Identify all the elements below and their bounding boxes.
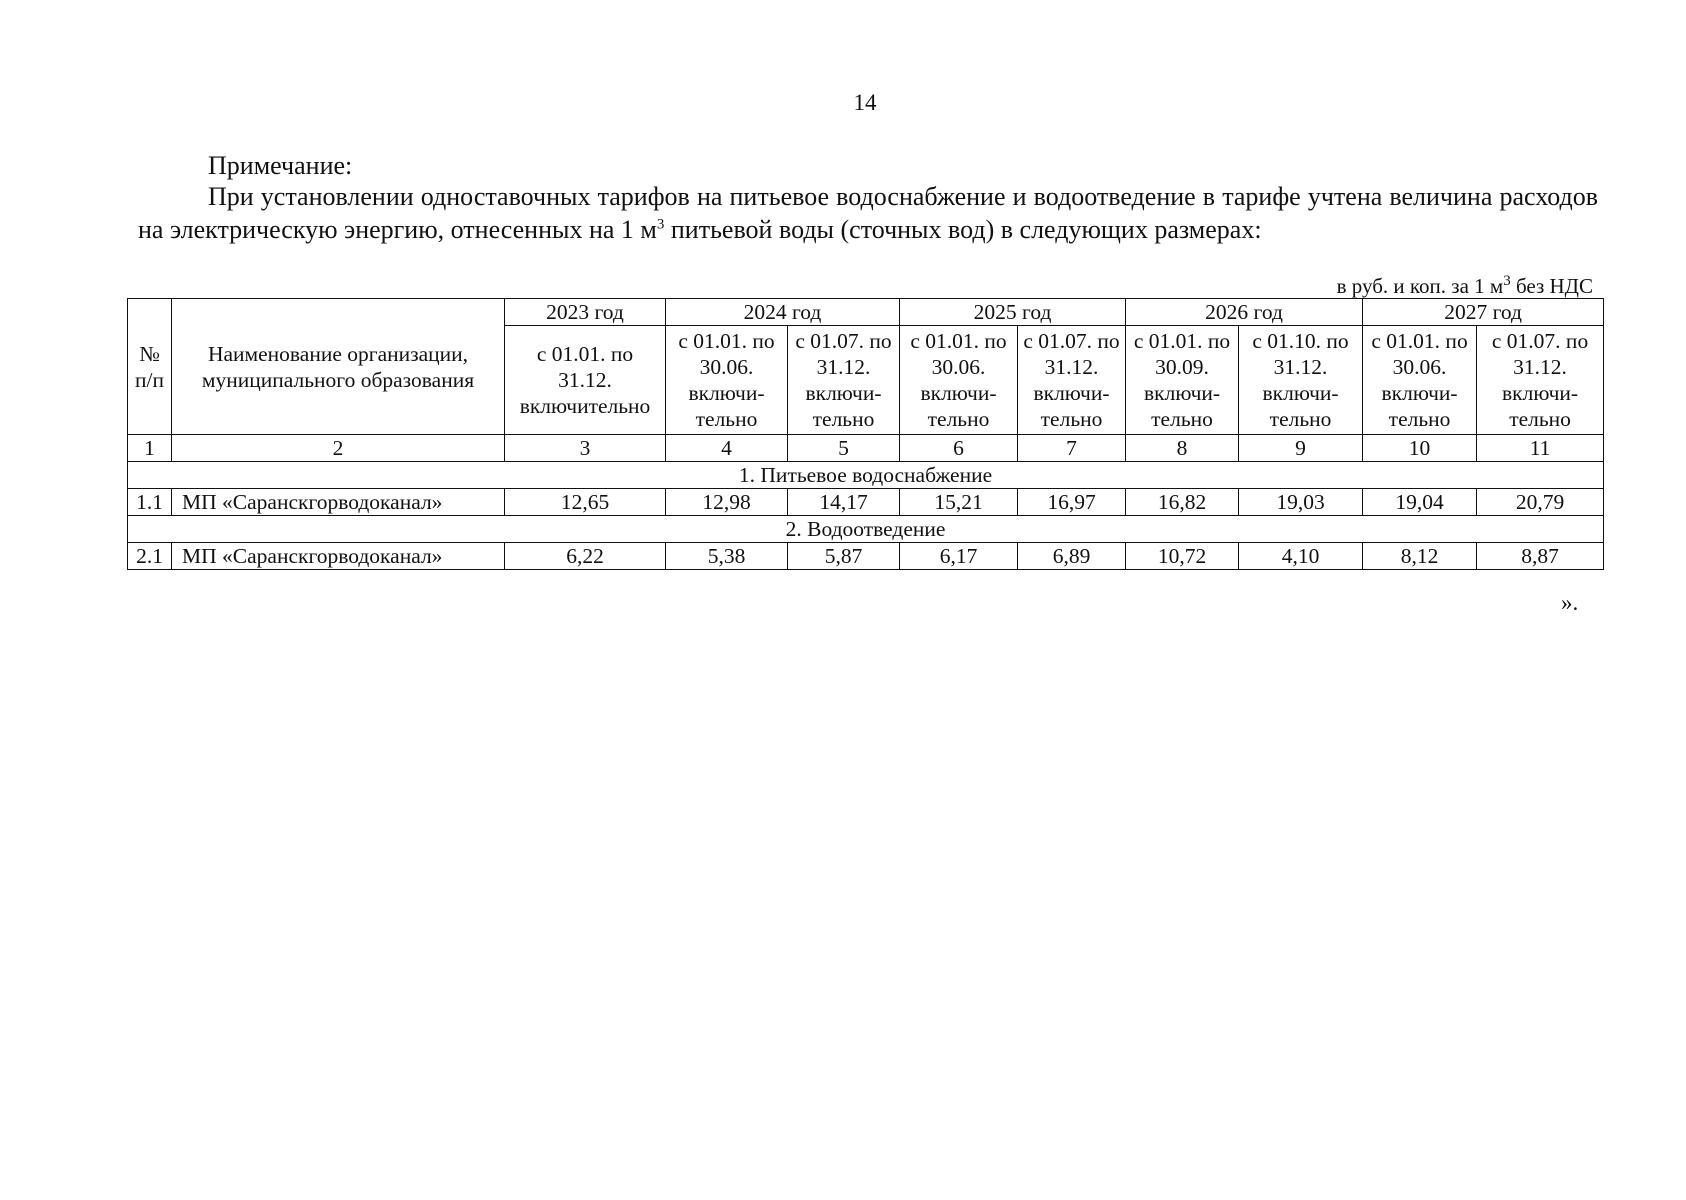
column-number: 11 xyxy=(1477,435,1604,462)
header-period: с 01.01. по 30.06. включи-тельно xyxy=(1363,326,1477,435)
note-title: Примечание: xyxy=(208,151,353,180)
units-text-part-2: без НДС xyxy=(1510,274,1593,298)
header-period: с 01.10. по 31.12. включи-тельно xyxy=(1239,326,1363,435)
tariff-value: 12,65 xyxy=(505,489,666,516)
column-number: 8 xyxy=(1126,435,1239,462)
note-text-part-2: питьевой воды (сточных вод) в следующих размерах: xyxy=(664,215,1262,244)
header-year-2024: 2024 год xyxy=(666,299,900,326)
tariff-value: 6,22 xyxy=(505,543,666,570)
header-period: с 01.01. по 30.06. включи-тельно xyxy=(900,326,1018,435)
header-year-2023: 2023 год xyxy=(505,299,666,326)
tariff-value: 4,10 xyxy=(1239,543,1363,570)
tariff-value: 19,03 xyxy=(1239,489,1363,516)
tariff-value: 16,82 xyxy=(1126,489,1239,516)
header-period: с 01.07. по 31.12. включи-тельно xyxy=(1477,326,1604,435)
org-name: МП «Саранскгорводоканал» xyxy=(172,543,505,570)
column-number: 10 xyxy=(1363,435,1477,462)
tariff-value: 14,17 xyxy=(788,489,900,516)
column-number: 5 xyxy=(788,435,900,462)
section-header-row xyxy=(128,516,1604,543)
tariff-value: 6,17 xyxy=(900,543,1018,570)
tariff-value: 12,98 xyxy=(666,489,788,516)
header-period: с 01.07. по 31.12. включи-тельно xyxy=(788,326,900,435)
note-text-part-1: При установлении одноставочных тарифов на питьевое водоснабжение и водоотведение в тарифе учтена величина расходов на электрическую энергию, отнесенных на 1 м xyxy=(138,182,1598,244)
tariff-value: 8,87 xyxy=(1477,543,1604,570)
column-number: 9 xyxy=(1239,435,1363,462)
column-numbers-row xyxy=(128,435,1604,462)
row-number: 1.1 xyxy=(128,489,172,516)
header-period: с 01.01. по 31.12. включительно xyxy=(505,326,666,435)
tariff-value: 16,97 xyxy=(1018,489,1126,516)
header-period: с 01.01. по 30.09. включи-тельно xyxy=(1126,326,1239,435)
column-number: 1 xyxy=(128,435,172,462)
tariff-value: 19,04 xyxy=(1363,489,1477,516)
column-number: 3 xyxy=(505,435,666,462)
header-period: с 01.01. по 30.06. включи-тельно xyxy=(666,326,788,435)
note-paragraph xyxy=(138,180,1598,246)
tariff-value: 5,87 xyxy=(788,543,900,570)
header-num: № п/п xyxy=(128,299,172,435)
tariff-value: 20,79 xyxy=(1477,489,1604,516)
section-header-row xyxy=(128,462,1604,489)
units-superscript: 3 xyxy=(1503,273,1511,289)
tariff-value: 15,21 xyxy=(900,489,1018,516)
note-superscript: 3 xyxy=(656,216,665,233)
header-period: с 01.07. по 31.12. включи-тельно xyxy=(1018,326,1126,435)
tariff-value: 6,89 xyxy=(1018,543,1126,570)
table-row xyxy=(128,489,1604,516)
tariffs-table xyxy=(127,298,1604,570)
header-org: Наименование организации, муниципального образования xyxy=(172,299,505,435)
section-title-wastewater: 2. Водоотведение xyxy=(128,516,1604,543)
org-name: МП «Саранскгорводоканал» xyxy=(172,489,505,516)
column-number: 7 xyxy=(1018,435,1126,462)
header-year-2025: 2025 год xyxy=(900,299,1126,326)
column-number: 6 xyxy=(900,435,1018,462)
units-caption xyxy=(1337,274,1593,299)
section-title-water-supply: 1. Питьевое водоснабжение xyxy=(128,462,1604,489)
header-row-years xyxy=(128,299,1604,326)
header-year-2027: 2027 год xyxy=(1363,299,1604,326)
tariff-value: 10,72 xyxy=(1126,543,1239,570)
row-number: 2.1 xyxy=(128,543,172,570)
tariff-value: 8,12 xyxy=(1363,543,1477,570)
header-year-2026: 2026 год xyxy=(1126,299,1363,326)
column-number: 2 xyxy=(172,435,505,462)
units-text-part-1: в руб. и коп. за 1 м xyxy=(1336,274,1504,298)
page-number: 14 xyxy=(853,90,877,115)
closing-quote: ». xyxy=(1561,590,1579,615)
column-number: 4 xyxy=(666,435,788,462)
tariff-value: 5,38 xyxy=(666,543,788,570)
table-row xyxy=(128,543,1604,570)
